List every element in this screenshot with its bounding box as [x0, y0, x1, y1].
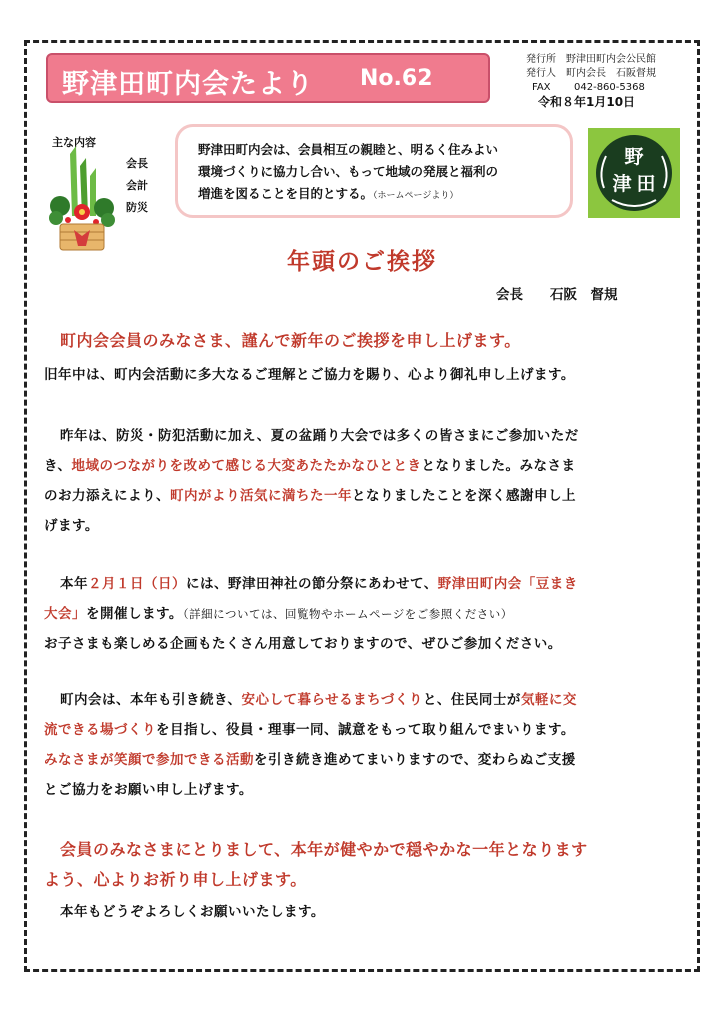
article-headline: 年頭のご挨拶	[287, 249, 437, 275]
fax-value: 042-860-5368	[574, 82, 645, 93]
issue-date: 令和８年1月10日	[538, 95, 636, 109]
text-span: のお力添えにより、	[44, 488, 170, 504]
highlight-text: 安心して暮らせるまちづくり	[241, 692, 423, 708]
text-span: 本年	[60, 576, 88, 592]
event-date: ２月１日（日）	[88, 576, 186, 592]
publisher-info	[526, 53, 656, 95]
paragraph-line: 昨年は、防災・防犯活動に加え、夏の盆踊り大会では多くの皆さまにご参加いただ	[60, 428, 579, 444]
text-span: には、野津田神社の節分祭にあわせて、	[186, 576, 438, 592]
purpose-line: 野津田町内会は、会員相互の親睦と、明るく住みよい	[198, 142, 499, 157]
contents-item: 会長	[126, 157, 148, 170]
logo-char: 津	[612, 173, 632, 195]
publisher-value: 野津田町内会公民館	[566, 54, 656, 65]
text-span: となりました。みなさま	[421, 458, 576, 474]
paragraph-line	[44, 482, 576, 510]
paragraph-line: とご協力をお願い申し上げます。	[44, 782, 253, 798]
logo-char: 野	[624, 146, 644, 168]
signer-name: 石阪 督規	[550, 287, 618, 303]
highlight-text: 流できる場づくり	[44, 722, 156, 738]
purpose-box	[175, 124, 573, 218]
greeting-lead: 町内会会員のみなさま、謹んで新年のご挨拶を申し上げます。	[60, 331, 521, 350]
purpose-text	[198, 139, 498, 207]
highlight-text: 気軽に交	[520, 692, 577, 708]
event-name: 野津田町内会「豆まき	[437, 576, 578, 592]
contents-item: 会計	[126, 179, 148, 192]
paragraph-line: げます。	[44, 518, 99, 534]
paragraph-line	[44, 746, 576, 774]
contents-label: 主な内容	[52, 136, 96, 149]
paragraph-line: お子さまも楽しめる企画もたくさん用意しておりますので、ぜひご参加ください。	[44, 636, 562, 652]
paragraph-line	[44, 452, 575, 480]
paragraph-line: 旧年中は、町内会活動に多大なるご理解とご協力を賜り、心より御礼申し上げます。	[44, 367, 575, 383]
text-span: と、住民同士が	[422, 692, 521, 708]
purpose-source: （ホームページより）	[373, 191, 459, 201]
issue-number: No.62	[360, 66, 433, 91]
paragraph-line	[44, 716, 575, 744]
signer-role: 会長	[496, 287, 523, 303]
paragraph-line	[44, 600, 513, 628]
event-note: （詳細については、回覧物やホームページをご参照ください）	[182, 607, 513, 621]
text-span: き、	[44, 458, 72, 474]
title-banner	[46, 53, 490, 103]
kadomatsu-illustration	[46, 146, 118, 256]
publisher-label: 発行所	[526, 54, 556, 65]
issuer-label: 発行人	[526, 68, 556, 79]
text-span: を開催します。	[86, 606, 183, 622]
association-logo	[588, 128, 680, 218]
closing-wish: よう、心よりお祈り申し上げます。	[44, 870, 307, 889]
highlight-text: みなさまが笑顔で参加できる活動	[44, 752, 254, 768]
issuer-value: 町内会長 石阪督規	[566, 68, 656, 79]
article-signer	[496, 283, 618, 303]
paragraph-line	[60, 686, 577, 714]
event-name: 大会」	[44, 606, 86, 622]
contents-item: 防災	[126, 201, 148, 214]
purpose-line: 環境づくりに協力し合い、もって地域の発展と福利の	[198, 164, 499, 179]
text-span: となりましたことを深く感謝申し上	[352, 488, 576, 504]
closing-wish: 会員のみなさまにとりまして、本年が健やかで穏やかな一年となります	[60, 840, 588, 859]
paragraph-line	[60, 570, 578, 598]
text-span: 町内会は、本年も引き続き、	[60, 692, 242, 708]
purpose-line: 増進を図ることを目的とする。	[198, 186, 374, 201]
closing-line: 本年もどうぞよろしくお願いいたします。	[60, 904, 325, 920]
text-span: を目指し、役員・理事一同、誠意をもって取り組んでまいります。	[156, 722, 575, 738]
newsletter-title: 野津田町内会たより	[62, 69, 314, 100]
highlight-text: 地域のつながりを改めて感じる大変あたたかなひととき	[71, 458, 422, 474]
highlight-text: 町内がより活気に満ちた一年	[170, 488, 352, 504]
fax-label: FAX	[532, 82, 551, 93]
text-span: を引き続き進めてまいりますので、変わらぬご支援	[254, 752, 576, 768]
logo-char: 田	[636, 173, 656, 195]
